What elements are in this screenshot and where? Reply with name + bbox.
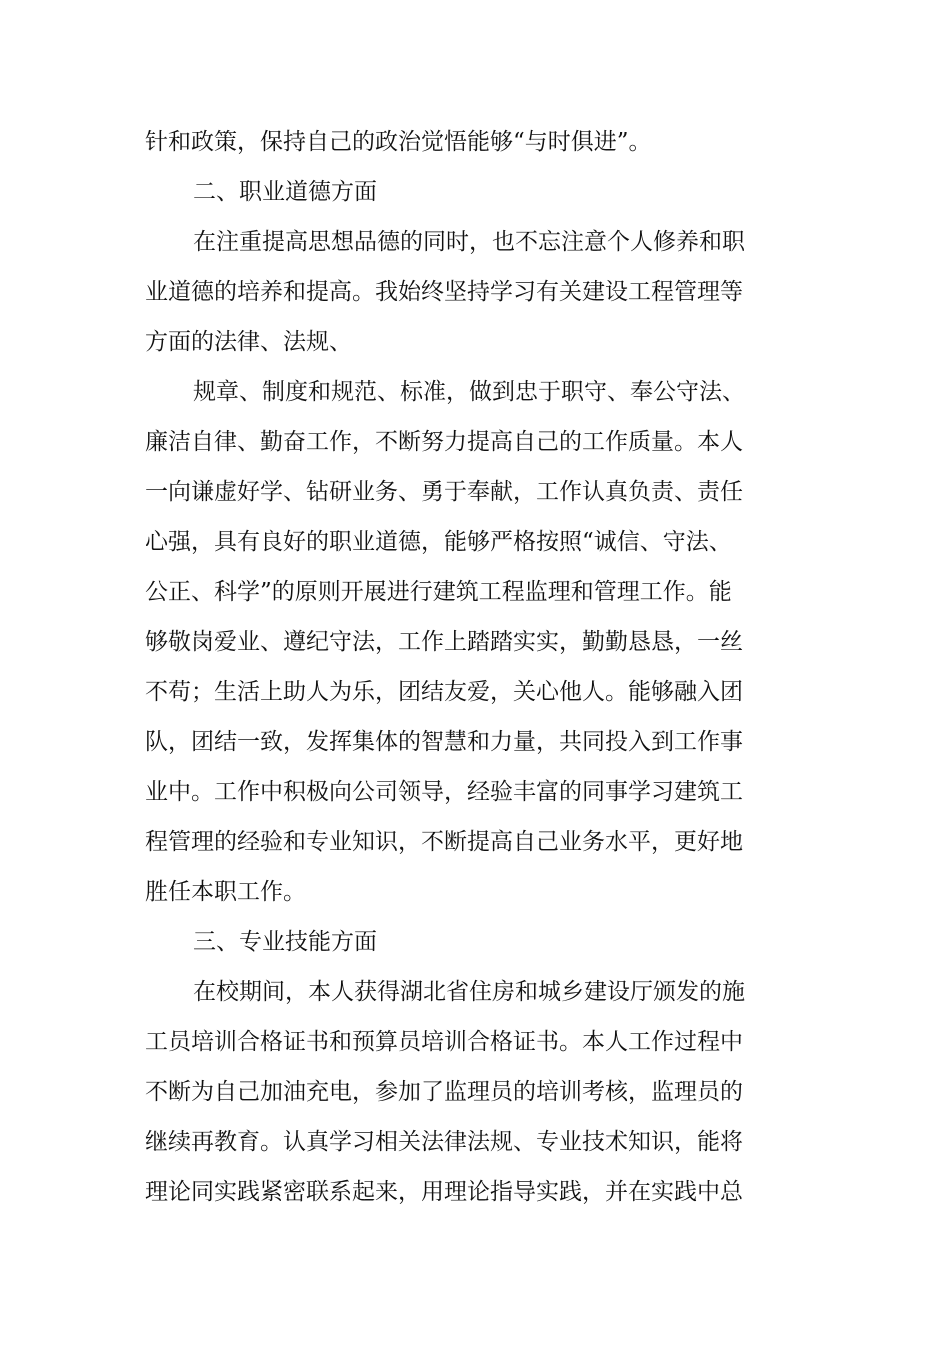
paragraph-line: 心强，具有良好的职业道德，能够严格按照“诚信、守法、: [145, 529, 732, 555]
paragraph-line: 继续再教育。认真学习相关法律法规、专业技术知识，能将: [145, 1129, 743, 1155]
paragraph-line: 理论同实践紧密联系起来，用理论指导实践，并在实践中总: [145, 1179, 743, 1205]
paragraph-line: 一向谦虚好学、钻研业务、勇于奉献，工作认真负责、责任: [145, 479, 743, 505]
section-heading: 三、专业技能方面: [193, 929, 377, 955]
paragraph-line: 程管理的经验和专业知识，不断提高自己业务水平，更好地: [145, 829, 743, 855]
paragraph-line: 够敬岗爱业、遵纪守法，工作上踏踏实实，勤勤恳恳，一丝: [145, 629, 743, 655]
paragraph-line: 不苟；生活上助人为乐，团结友爱，关心他人。能够融入团: [145, 679, 743, 705]
paragraph-line: 业道德的培养和提高。我始终坚持学习有关建设工程管理等: [145, 279, 743, 305]
paragraph-line: 业中。工作中积极向公司领导，经验丰富的同事学习建筑工: [145, 779, 743, 805]
paragraph-line: 在注重提高思想品德的同时，也不忘注意个人修养和职: [193, 229, 745, 255]
paragraph-line: 不断为自己加油充电，参加了监理员的培训考核，监理员的: [145, 1079, 743, 1105]
paragraph-line: 规章、制度和规范、标准，做到忠于职守、奉公守法、: [193, 379, 745, 405]
paragraph-line: 工员培训合格证书和预算员培训合格证书。本人工作过程中: [145, 1029, 743, 1055]
paragraph-line: 在校期间，本人获得湖北省住房和城乡建设厅颁发的施: [193, 979, 745, 1005]
paragraph-line: 胜任本职工作。: [145, 879, 306, 905]
section-heading: 二、职业道德方面: [193, 179, 377, 205]
paragraph-line: 公正、科学”的原则开展进行建筑工程监理和管理工作。能: [145, 579, 732, 605]
paragraph-line: 针和政策，保持自己的政治觉悟能够“与时俱进”。: [145, 129, 652, 155]
paragraph-line: 队，团结一致，发挥集体的智慧和力量，共同投入到工作事: [145, 729, 743, 755]
paragraph-line: 廉洁自律、勤奋工作，不断努力提高自己的工作质量。本人: [145, 429, 743, 455]
paragraph-line: 方面的法律、法规、: [145, 329, 352, 355]
